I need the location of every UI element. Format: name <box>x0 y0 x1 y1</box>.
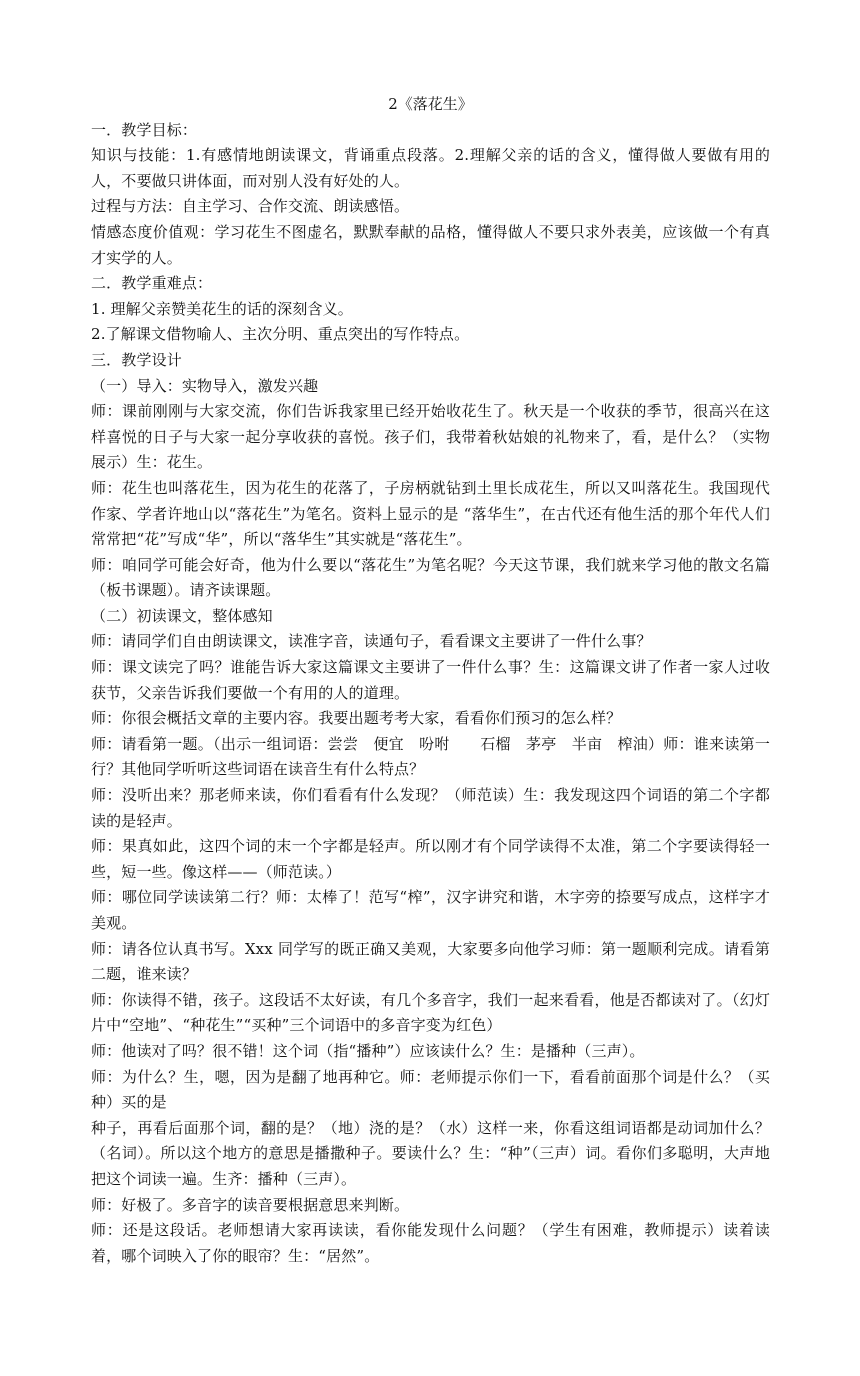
paragraph: 师：你很会概括文章的主要内容。我要出题考考大家，看看你们预习的怎么样？ <box>91 709 622 728</box>
document-page <box>91 92 770 1269</box>
paragraph: 师：他读对了吗？很不错！这个词（指“播种”）应该读什么？生：是播种（三声）。 <box>91 1041 645 1060</box>
section-heading: 一．教学目标： <box>91 120 198 139</box>
subsection-heading: （一）导入：实物导入，激发兴趣 <box>91 376 319 395</box>
paragraph: 师：还是这段话。老师想请大家再读读，看你能发现什么问题？（学生有困难，教师提示）读着读着，哪个词映入了你的眼帘？生：“居然”。 <box>91 1221 770 1265</box>
paragraph: 师：没听出来？那老师来读，你们看看有什么发现？（师范读）生：我发现这四个词语的第二个字都读的是轻声。 <box>91 786 770 830</box>
paragraph: 师：课前刚刚与大家交流，你们告诉我家里已经开始收花生了。秋天是一个收获的季节，很高兴在这样喜悦的日子与大家一起分享收获的喜悦。孩子们，我带着秋姑娘的礼物来了，看，是什么？（实物展示）生：花生。 <box>91 402 770 472</box>
paragraph: 过程与方法：自主学习、合作交流、朗读感悟。 <box>91 197 410 216</box>
paragraph: 2.了解课文借物喻人、主次分明、重点突出的写作特点。 <box>91 325 470 344</box>
paragraph: 1. 理解父亲赞美花生的话的深刻含义。 <box>91 299 353 318</box>
paragraph: 知识与技能：1.有感情地朗读课文，背诵重点段落。2.理解父亲的话的含义，懂得做人要做有用的人，不要做只讲体面，而对别人没有好处的人。 <box>91 146 770 190</box>
paragraph: 情感态度价值观：学习花生不图虚名，默默奉献的品格，懂得做人不要只求外表美，应该做一个有真才实学的人。 <box>91 222 770 267</box>
paragraph: 师：咱同学可能会好奇，他为什么要以“落花生”为笔名呢？今天这节课，我们就来学习他的散文名篇（板书课题）。请齐读课题。 <box>91 555 770 600</box>
paragraph: 师：课文读完了吗？谁能告诉大家这篇课文主要讲了一件什么事？生：这篇课文讲了作者一家人过收获节，父亲告诉我们要做一个有用的人的道理。 <box>91 658 770 702</box>
paragraph: 师：哪位同学读读第二行？师：太棒了！范写“榨”，汉字讲究和谐，木字旁的捺要写成点，这样字才美观。 <box>91 888 770 932</box>
paragraph: 师：请同学们自由朗读课文，读准字音，读通句子，看看课文主要讲了一件什么事？ <box>91 632 652 651</box>
section-heading: 三．教学设计 <box>91 350 182 369</box>
section-heading: 二．教学重难点： <box>91 274 213 293</box>
paragraph: 种子，再看后面那个词，翻的是？（地）浇的是？（水）这样一来，你看这组词语都是动词加什么？（名词）。所以这个地方的意思是播撒种子。要读什么？生：“种”（三声）词。看你们多聪明，大声地把这个词读一遍。生齐：播种（三声）。 <box>91 1118 770 1188</box>
paragraph: 师：请各位认真书写。Xxx 同学写的既正确又美观，大家要多向他学习师：第一题顺利完成。请看第二题，谁来读？ <box>91 939 770 984</box>
subsection-heading: （二）初读课文，整体感知 <box>91 606 273 625</box>
paragraph: 师：花生也叫落花生，因为花生的花落了，子房柄就钻到土里长成花生，所以又叫落花生。我国现代作家、学者许地山以“落花生”为笔名。资料上显示的是 “落华生”，在古代还有他生活的那个年代人们常常把“花”写成“华”，所以“落华生”其实就是“落花生”。 <box>91 478 770 549</box>
paragraph: 师：请看第一题。（出示一组词语：尝尝 便宜 吩咐 石榴 茅亭 半亩 榨油）师：谁来读第一行？其他同学听听这些词语在读音生有什么特点？ <box>91 734 770 779</box>
paragraph: 师：你读得不错，孩子。这段话不太好读，有几个多音字，我们一起来看看，他是否都读对了。（幻灯片中“空地”、“种花生”“买种”三个词语中的多音字变为红色） <box>91 990 770 1035</box>
document-title: 2《落花生》 <box>388 95 473 113</box>
document-body <box>91 118 770 1270</box>
paragraph: 师：果真如此，这四个词的末一个字都是轻声。所以刚才有个同学读得不太准，第二个字要读得轻一些，短一些。像这样——（师范读。） <box>91 837 770 881</box>
paragraph: 师：为什么？生，嗯，因为是翻了地再种它。师：老师提示你们一下，看看前面那个词是什么？（买种）买的是 <box>91 1067 770 1112</box>
paragraph: 师：好极了。多音字的读音要根据意思来判断。 <box>91 1195 410 1214</box>
